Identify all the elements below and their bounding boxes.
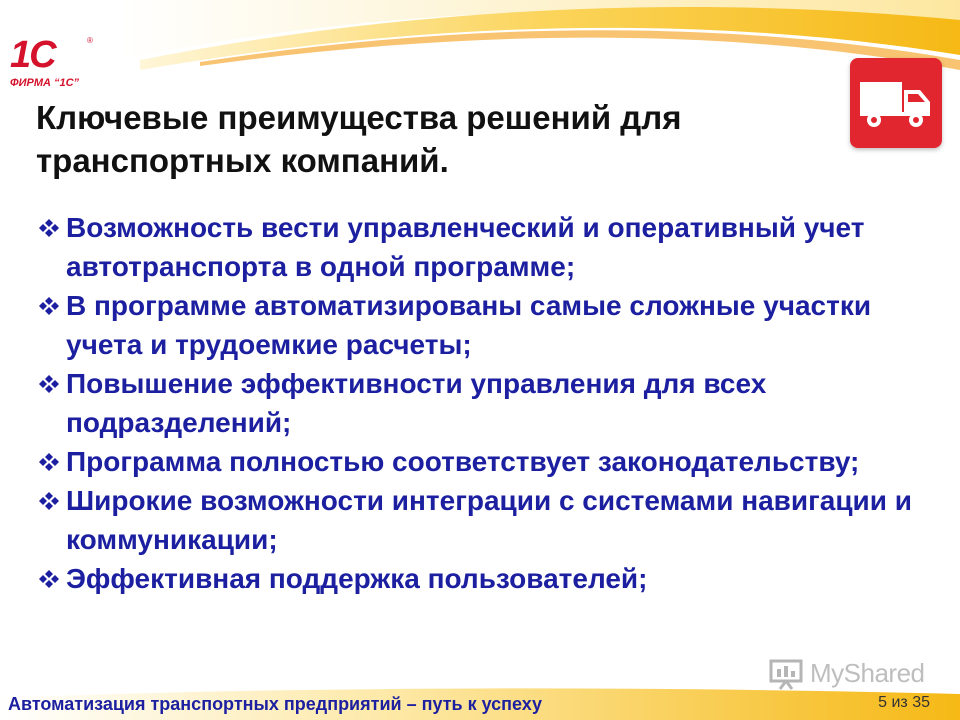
benefit-text: Широкие возможности интеграции с системами навигации и коммуникации; — [66, 485, 912, 555]
diamond-bullet-icon — [38, 491, 60, 511]
list-item — [38, 208, 918, 286]
logo-mark: 1C — [10, 34, 55, 76]
diamond-bullet-icon — [38, 374, 60, 394]
benefits-list — [38, 208, 918, 598]
logo-subtitle: ФИРМА “1С” — [10, 77, 80, 89]
truck-icon — [858, 72, 934, 134]
benefit-text: Возможность вести управленческий и оперативный учет автотранспорта в одной программе; — [66, 212, 865, 282]
benefit-text: Программа полностью соответствует законодательству; — [66, 446, 860, 477]
header-swoosh — [0, 0, 960, 110]
watermark-text: MyShared — [810, 658, 925, 688]
list-item — [38, 481, 918, 559]
company-logo — [10, 36, 110, 96]
benefit-text: Повышение эффективности управления для всех подразделений; — [66, 368, 767, 438]
list-item — [38, 559, 918, 598]
list-item — [38, 442, 918, 481]
presentation-icon — [768, 658, 804, 690]
diamond-bullet-icon — [38, 569, 60, 589]
footer-text: Автоматизация транспортных предприятий – путь к успеху — [8, 694, 543, 714]
diamond-bullet-icon — [38, 452, 60, 472]
benefit-text: Эффективная поддержка пользователей; — [66, 563, 648, 594]
benefit-text: В программе автоматизированы самые сложные участки учета и трудоемкие расчеты; — [66, 290, 872, 360]
truck-tile — [850, 58, 942, 148]
page-number: 5 из 35 — [878, 694, 930, 711]
slide-title: Ключевые преимущества решений для транспортных компаний. — [36, 99, 682, 179]
diamond-bullet-icon — [38, 218, 60, 238]
list-item — [38, 364, 918, 442]
list-item — [38, 286, 918, 364]
diamond-bullet-icon — [38, 296, 60, 316]
watermark — [768, 656, 928, 692]
logo-registered: ® — [87, 36, 93, 45]
